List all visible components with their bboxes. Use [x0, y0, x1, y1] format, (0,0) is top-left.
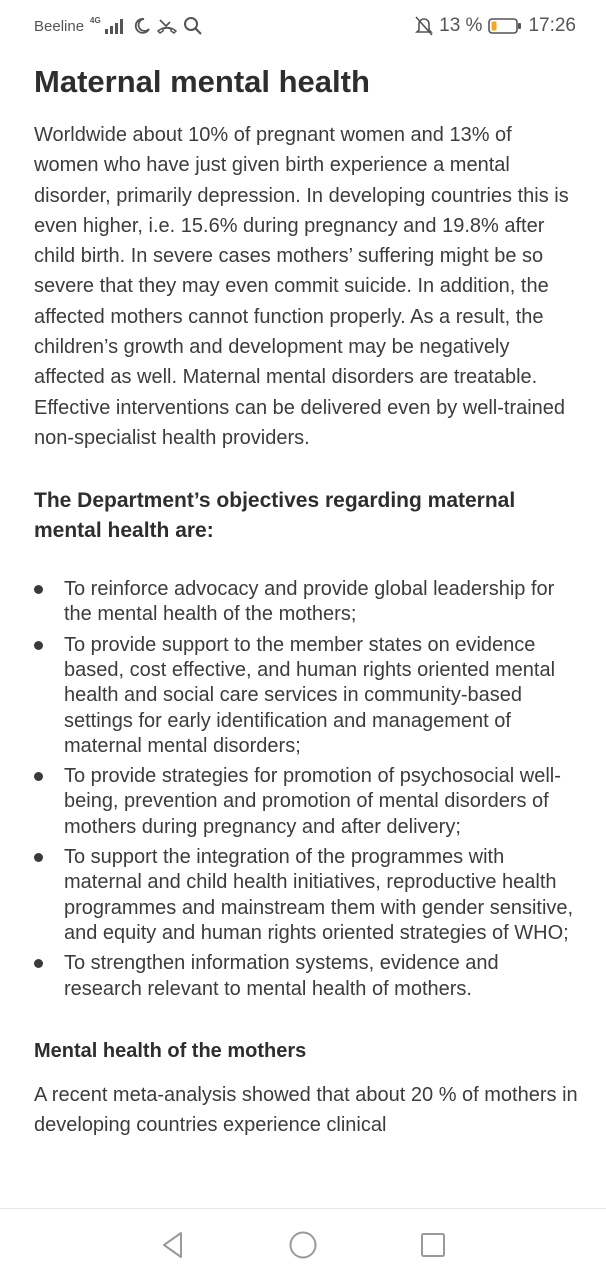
list-item — [34, 577, 579, 627]
recents-button[interactable] — [411, 1223, 455, 1267]
list-item — [34, 764, 579, 840]
home-icon — [288, 1230, 318, 1260]
section-heading: Mental health of the mothers — [34, 1039, 307, 1062]
list-item — [34, 633, 579, 759]
battery-icon — [488, 17, 522, 35]
intro-paragraph: Worldwide about 10% of pregnant women and 13% of women who have just given birth experience a mental disorder, primarily depression. In developing countries this is even higher, i.e. 15.6% during pregnancy and 19.8% after child birth. In severe cases mothers’ suffering might be so severe that they may even commit suicide. In addition, the affected mothers cannot function properly. As a result, the children’s growth and development may be negatively affected as well. Maternal mental disorders are treatable. Effective interventions can be delivered even by well-trained non-specialist health providers. — [34, 124, 569, 449]
moon-icon — [133, 17, 151, 35]
objectives-heading: The Department’s objectives regarding maternal mental health are: — [34, 489, 516, 543]
objective-text: To reinforce advocacy and provide global leadership for the mental health of the mothers; — [64, 578, 555, 626]
bullet-icon — [34, 772, 43, 781]
mute-bell-icon — [415, 16, 433, 36]
bullet-icon — [34, 641, 43, 650]
page-title: Maternal mental health — [34, 64, 370, 99]
objective-text: To provide strategies for promotion of psychosocial well-being, prevention and promotion of mental disorders of mothers during pregnancy and after delivery; — [64, 765, 561, 838]
bullet-icon — [34, 853, 43, 862]
clock-time: 17:26 — [528, 15, 576, 36]
back-button[interactable] — [151, 1223, 195, 1267]
home-button[interactable] — [281, 1223, 325, 1267]
signal-icon — [105, 18, 127, 34]
back-icon — [159, 1230, 187, 1260]
list-item — [34, 951, 579, 1001]
recents-icon — [419, 1231, 447, 1259]
objective-text: To provide support to the member states on evidence based, cost effective, and human rights oriented mental health and social care services in community-based settings for early identification and management of maternal mental disorders; — [64, 633, 556, 757]
carrier-name: Beeline — [34, 17, 85, 35]
objective-text: To strengthen information systems, evidence and research relevant to mental health of mothers. — [64, 952, 499, 1000]
objectives-list — [34, 577, 579, 1001]
bullet-icon — [34, 585, 43, 594]
article-content — [34, 52, 579, 1141]
battery-percent: 13 % — [439, 15, 483, 36]
network-type: 4G — [90, 16, 101, 25]
status-left — [34, 16, 203, 36]
navigation-bar — [0, 1208, 606, 1281]
search-icon — [183, 16, 203, 36]
status-bar — [0, 0, 606, 52]
list-item — [34, 845, 579, 946]
section-paragraph: A recent meta-analysis showed that about 20 % of mothers in developing countries experience clinical — [34, 1083, 578, 1137]
objective-text: To support the integration of the programmes with maternal and child health initiatives, reproductive health programmes and mainstream them with gender sensitive, and equity and human rights oriented strategies of WHO; — [64, 846, 574, 944]
missed-call-icon — [157, 17, 177, 35]
status-right — [415, 15, 576, 37]
bullet-icon — [34, 959, 43, 968]
